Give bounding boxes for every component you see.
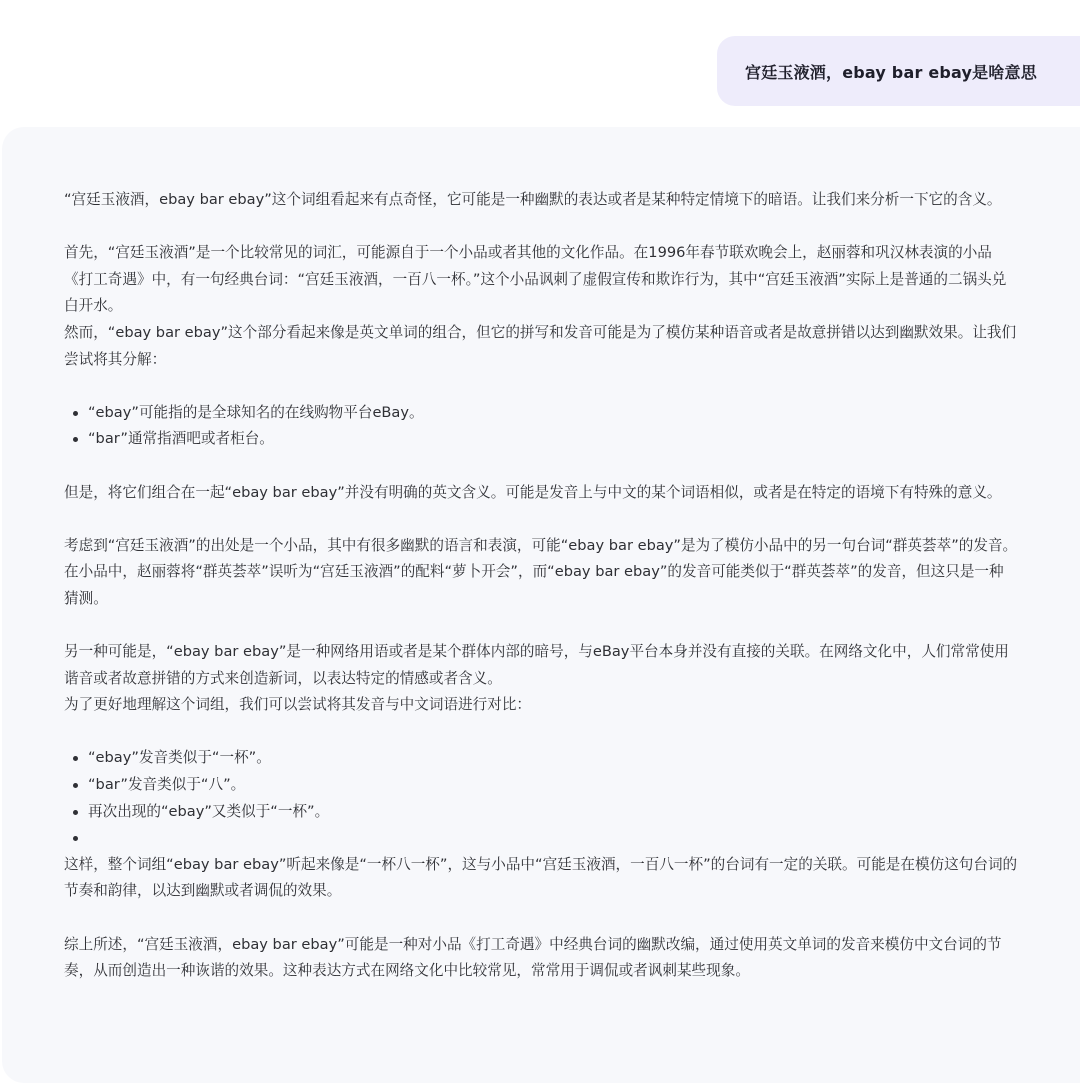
list-item [64,825,1018,852]
answer-paragraph-but: 但是，将它们组合在一起“ebay bar ebay”并没有明确的英文含义。可能是发音上与中文的某个词语相似，或者是在特定的语境下有特殊的意义。 [64,483,1002,501]
assistant-answer-card [2,127,1080,1083]
answer-paragraph-thus: 这样，整个词组“ebay bar ebay”听起来像是“一杯八一杯”，这与小品中“宫廷玉液酒，一百八一杯”的台词有一定的关联。可能是在模仿这句台词的节奏和韵律，以达到幽默或者调侃的效果。 [64,855,1018,900]
list-item: 再次出现的“ebay”又类似于“一杯”。 [64,799,1018,826]
answer-paragraph-another: 另一种可能是，“ebay bar ebay”是一种网络用语或者是某个群体内部的暗号，与eBay平台本身并没有直接的关联。在网络文化中，人们常常使用谐音或者故意拼错的方式来创造新词，以表达特定的情感或者含义。 [64,643,1009,687]
answer-list-breakdown [64,400,1018,453]
list-item: “bar”通常指酒吧或者柜台。 [64,426,1018,453]
answer-intro: “宫廷玉液酒，ebay bar ebay”这个词组看起来有点奇怪，它可能是一种幽默的表达或者是某种特定情境下的暗语。让我们来分析一下它的含义。 [64,191,1002,208]
list-item: “ebay”可能指的是全球知名的在线购物平台eBay。 [64,400,1018,427]
answer-paragraph-better: 为了更好地理解这个词组，我们可以尝试将其发音与中文词语进行对比： [64,696,532,714]
answer-paragraph-summary: 综上所述，“宫廷玉液酒，ebay bar ebay”可能是一种对小品《打工奇遇》中经典台词的幽默改编，通过使用英文单词的发音来模仿中文台词的节奏，从而创造出一种诙谐的效果。这种表达方式在网络文化中比较常见，常常用于调侃或者讽刺某些现象。 [64,935,1002,980]
user-message-text: 宫廷玉液酒，ebay bar ebay是啥意思 [745,62,1037,82]
answer-paragraph-however: 然而，“ebay bar ebay”这个部分看起来像是英文单词的组合，但它的拼写和发音可能是为了模仿某种语音或者是故意拼错以达到幽默效果。让我们尝试将其分解： [64,323,1017,368]
assistant-answer-text [64,187,1018,985]
answer-paragraph-first: 首先，“宫廷玉液酒”是一个比较常见的词汇，可能源自于一个小品或者其他的文化作品。在1996年春节联欢晚会上，赵丽蓉和巩汉林表演的小品《打工奇遇》中，有一句经典台词：“宫廷玉液酒，一百八一杯。”这个小品讽刺了虚假宣传和欺诈行为，其中“宫廷玉液酒”实际上是普通的二锅头兑白开水。 [64,244,1007,315]
answer-list-pronunciation [64,745,1018,851]
list-item: “ebay”发音类似于“一杯”。 [64,745,1018,772]
user-message-bubble [717,36,1080,106]
answer-paragraph-consider: 考虑到“宫廷玉液酒”的出处是一个小品，其中有很多幽默的语言和表演，可能“ebay bar ebay”是为了模仿小品中的另一句台词“群英荟萃”的发音。在小品中，赵丽蓉将“群英荟萃”误听为“宫廷玉液酒”的配料“萝卜开会”，而“ebay bar ebay”的发音可能类似于“群英荟萃”的发音，但这只是一种猜测。 [64,536,1018,607]
list-item: “bar”发音类似于“八”。 [64,772,1018,799]
